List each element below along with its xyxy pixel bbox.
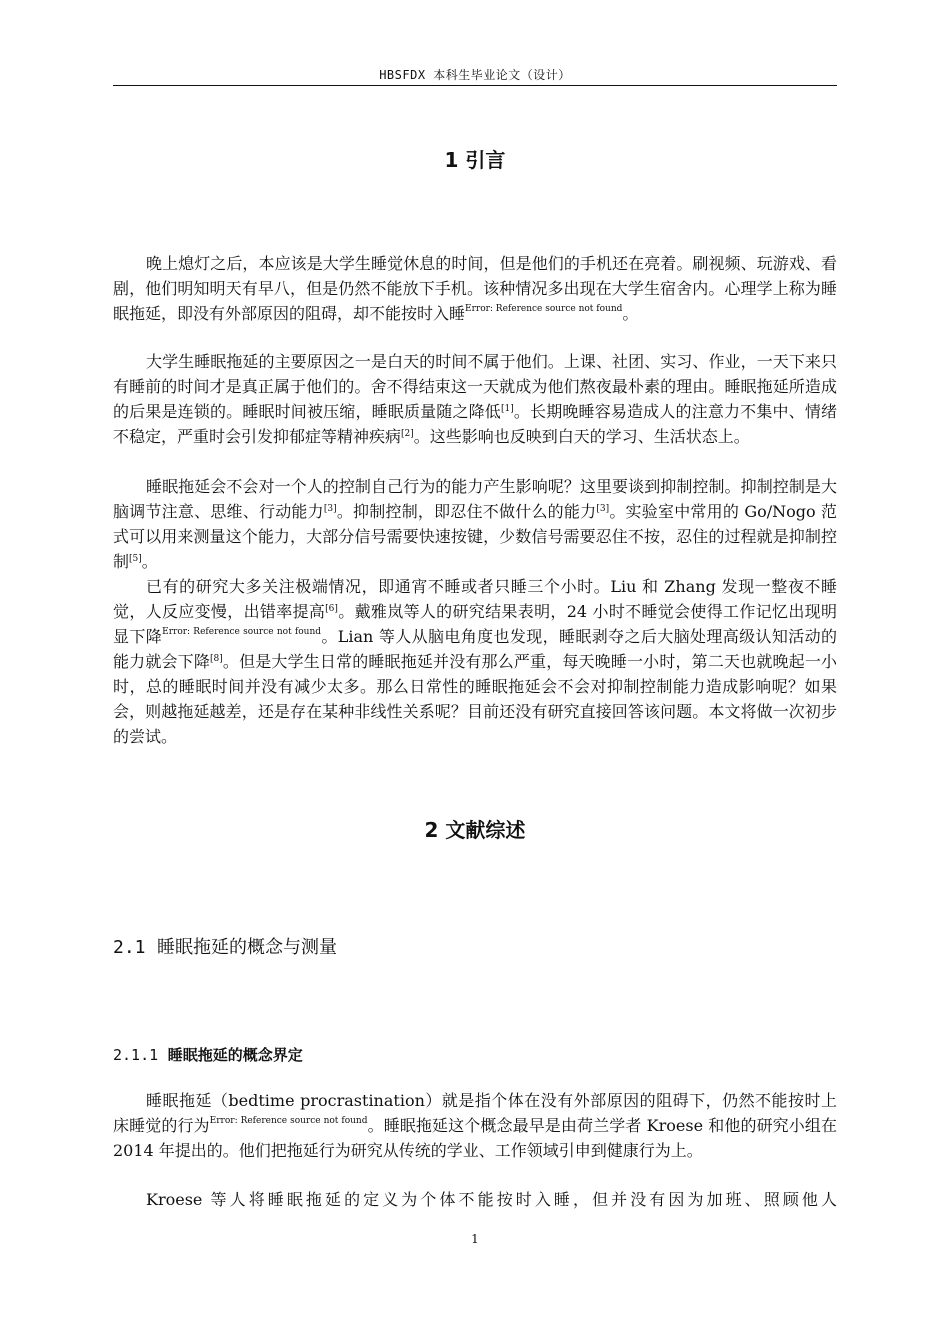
section-2-1-1-heading — [113, 1044, 303, 1065]
page-header: HBSFDX 本科生毕业论文（设计） — [379, 68, 571, 82]
citation: [2] — [401, 429, 414, 439]
paragraph-5: 睡眠拖延（bedtime procrastination）就是指个体在没有外部原因的阻碍下，仍然不能按时上床睡觉的行为$^{Error: Reference source not found}$。睡眠拖延这个概念最早是由荷兰学者 Kroese 和他的研究小组在 2014 年提出的。他们把拖延行为研究从传统的学业、工作领域引申到健康行为上。 — [113, 1091, 838, 1160]
header-rule — [113, 85, 837, 86]
citation: [6] — [325, 604, 338, 614]
paragraph-6: Kroese 等人将睡眠拖延的定义为个体不能按时入睡，但并没有因为加班、照顾他人 — [146, 1190, 837, 1209]
citation: [5] — [129, 554, 142, 564]
section-title: 睡眠拖延的概念与测量 — [156, 937, 337, 958]
citation: [1] — [500, 404, 514, 414]
page-number: 1 — [471, 1232, 479, 1246]
section-title: 睡眠拖延的概念界定 — [167, 1046, 303, 1064]
chapter-1-title: 1 引言 — [444, 148, 506, 172]
paragraph-4: 已有的研究大多关注极端情况，即通宵不睡或者只睡三个小时。Liu 和 Zhang 发现一整夜不睡觉，人反应变慢，出错率提高[6]。戴雅岚等人的研究结果表明，24 小时不睡觉会使得工作记忆出现明显下降$^{Error: Reference source not found}$。Lian 等人从脑电角度也发现，睡眠剥夺之后大脑处理高级认知活动的能力就会下降[8]。但是大学生日常的睡眠拖延并没有那么严重，每天晚睡一小时，第二天也就晚起一小时，总的睡眠时间并没有减少太多。那么日常性的睡眠拖延会不会对抑制控制能力造成影响呢？如果会，则越拖延越差，还是存在某种非线性关系呢？目前还没有研究直接回答该问题。本文将做一次初步的尝试。 — [113, 577, 837, 746]
citation: [3] — [323, 504, 337, 514]
chapter-2-title: 2 文献综述 — [424, 818, 526, 842]
reference-error: Error: Reference source not found — [162, 627, 322, 637]
reference-error: Error: Reference source not found — [465, 304, 623, 314]
citation: [8] — [210, 654, 223, 664]
section-number: 2.1.1 — [113, 1046, 159, 1064]
paragraph-2: 大学生睡眠拖延的主要原因之一是白天的时间不属于他们。上课、社团、实习、作业，一天下来只有睡前的时间才是真正属于他们的。舍不得结束这一天就成为他们熬夜最朴素的理由。睡眠拖延所造成的后果是连锁的。睡眠时间被压缩，睡眠质量随之降低[1]。长期晚睡容易造成人的注意力不集中、情绪不稳定，严重时会引发抑郁症等精神疾病[2]。这些影响也反映到白天的学习、生活状态上。 — [113, 352, 837, 446]
section-number: 2.1 — [113, 937, 146, 958]
paragraph-1: 晚上熄灯之后，本应该是大学生睡觉休息的时间，但是他们的手机还在亮着。刷视频、玩游戏、看剧，他们明知明天有早八，但是仍然不能放下手机。该种情况多出现在大学生宿舍内。心理学上称为睡眠拖延，即没有外部原因的阻碍，却不能按时入睡$^{Error: Reference source not found}$。 — [113, 254, 837, 323]
reference-error: Error: Reference source not found — [209, 1116, 368, 1126]
citation: [3] — [596, 504, 610, 514]
section-2-1-heading — [113, 933, 337, 959]
paragraph-3: 睡眠拖延会不会对一个人的控制自己行为的能力产生影响呢？这里要谈到抑制控制。抑制控制是大脑调节注意、思维、行动能力[3]。抑制控制，即忍住不做什么的能力[3]。实验室中常用的 Go/Nogo 范式可以用来测量这个能力，大部分信号需要快速按键，少数信号需要忍住不按，忍住的过程就是抑制控制[5]。 — [113, 477, 837, 571]
